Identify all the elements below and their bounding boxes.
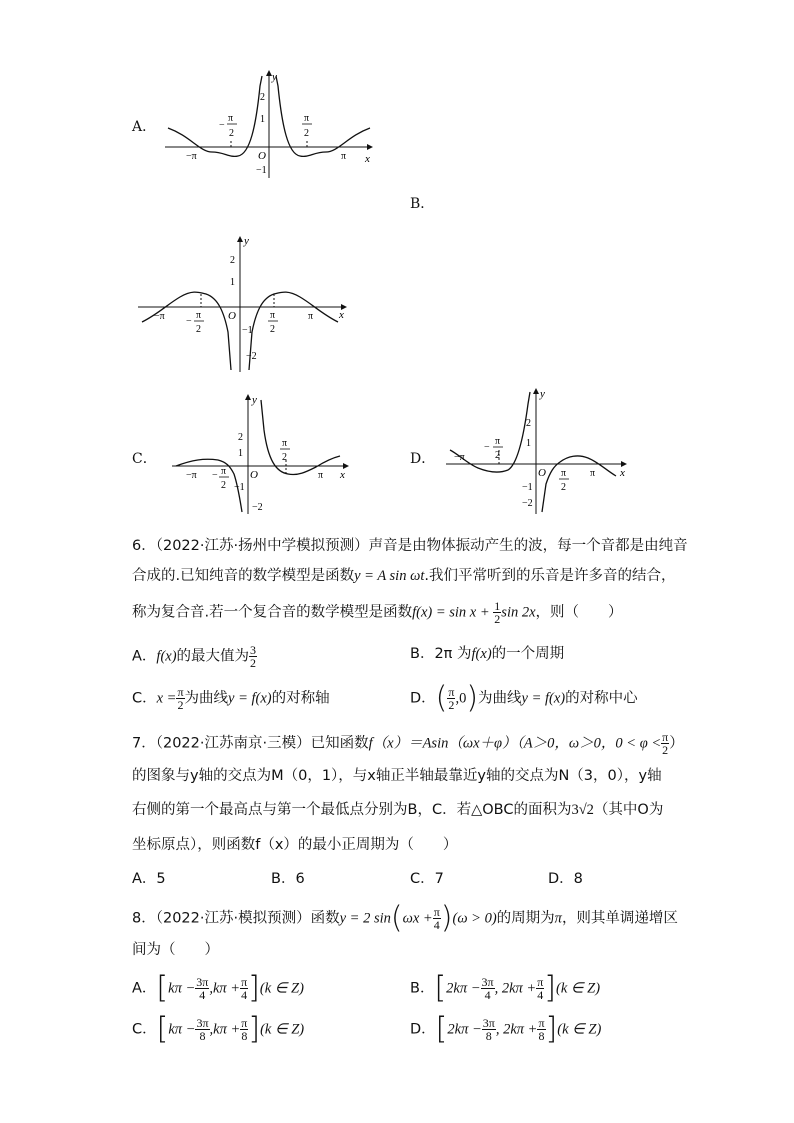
pi-label: π [308, 311, 314, 322]
num: π [241, 975, 248, 989]
q6-option-b [410, 644, 564, 664]
q6-line3-b: ，则（ ） [535, 604, 623, 621]
neg-half-pi-den: 2 [229, 128, 234, 139]
neg-half-pi-minus: − [186, 316, 192, 327]
q8-text-b: 的周期为 [496, 910, 555, 927]
curve: y = f(x) [228, 690, 272, 707]
frac-den: 2 [177, 698, 184, 712]
origin-label: O [538, 467, 546, 479]
q7-option-c: C．7 [410, 871, 444, 887]
neg-pi-label: −π [154, 311, 165, 322]
half-pi-den: 2 [270, 324, 275, 335]
graph-b [134, 232, 354, 374]
neg-half-pi-den: 2 [196, 324, 201, 335]
q7-line2: 的图象与y轴的交点为M（0，1），与x轴正半轴最靠近y轴的交点为N（3，0），y轴 [132, 768, 662, 784]
tick-2: 2 [230, 255, 235, 266]
den: 8 [241, 1029, 248, 1043]
option-a-label: A． [132, 119, 157, 135]
tick-neg1: −1 [522, 482, 533, 493]
pi-label: π [341, 151, 347, 162]
num: 3π [482, 1016, 495, 1030]
q7-line3-b: （其中O为 [593, 802, 664, 818]
tick-neg1: −1 [256, 165, 267, 176]
a: 2kπ − [446, 980, 481, 997]
pi-label: π [318, 470, 324, 481]
q8-pi: π [554, 910, 562, 927]
b: , 2kπ + [495, 1021, 538, 1038]
tick-neg2: −2 [522, 498, 533, 509]
q8-option-a: A．[kπ − $\frac{3\pi}{4}$ ,kπ + $\frac{\pi}{4}$ ](k ∈ Z) [132, 970, 304, 1006]
half-pi-num: π [561, 468, 567, 479]
text-b: 的一个周期 [491, 646, 565, 662]
option-b-label: B． [410, 196, 435, 212]
q6-formula-f: f(x) = sin x + [412, 604, 494, 621]
graph-d [442, 384, 632, 518]
q6-line1: 6．（2022·江苏·扬州中学模拟预测）声音是由物体振动产生的波，每一个音都是由纯音 [132, 538, 688, 554]
q6-line2-b: .我们平常听到的乐音是许多音的结合， [424, 568, 676, 584]
q7-line3-a: 右侧的第一个最高点与第一个最低点分别为B，C．若△OBC的面积为 [132, 802, 572, 818]
q7-area: 3√2 [571, 802, 594, 818]
den: 4 [241, 988, 248, 1002]
origin-label: O [228, 310, 236, 322]
origin-label: O [250, 469, 258, 481]
tick-1: 1 [260, 114, 265, 125]
text-d: 的对称轴 [271, 690, 330, 707]
half-pi-den: 2 [561, 482, 566, 493]
x-eq: x = [156, 690, 177, 707]
neg-half-pi-num: π [221, 466, 227, 477]
origin-label: O [258, 150, 266, 162]
num: 3π [196, 975, 209, 989]
q6-option-c [132, 686, 330, 711]
neg-half-pi-minus: − [219, 120, 225, 131]
q7-option-d: D．8 [548, 871, 583, 887]
den: 8 [199, 1029, 206, 1043]
half-pi-num: π [282, 438, 288, 449]
q8-line2: 间为（ ） [132, 942, 219, 958]
q6-line3 [132, 600, 623, 625]
frac-den: 2 [494, 612, 501, 626]
frac-pi-4 [433, 906, 441, 931]
y-label: y [540, 388, 545, 400]
tick-neg1: −1 [234, 482, 245, 493]
option-c-label: C． [132, 451, 157, 467]
frac-num: π [433, 905, 440, 919]
neg-half-pi-minus: − [484, 442, 490, 453]
text-b: 为曲线 [184, 690, 229, 707]
a: kπ − [168, 980, 196, 997]
curve-left [168, 76, 262, 156]
num: π [538, 1016, 545, 1030]
text-a: 为曲线 [478, 690, 522, 707]
curve: y = f(x) [521, 690, 566, 707]
tick-neg2: −2 [252, 502, 263, 513]
curve-right [249, 292, 338, 370]
neg-half-pi-den: 2 [221, 480, 226, 491]
q6-option-a [132, 644, 257, 669]
q8-line1: 8．（2022·江苏·模拟预测）函数y = 2 sin(ωx + $\frac{\pi}{4}$ )(ω > 0)的周期为π，则其单调递增区 [132, 900, 678, 936]
q6-pure-formula: y = A sin ωt [354, 568, 425, 584]
den: 4 [537, 988, 544, 1002]
q8-cond: (ω > 0) [452, 910, 497, 927]
q7-line1-end: ） [669, 735, 684, 752]
tick-1: 1 [238, 448, 243, 459]
frac-3-2 [249, 644, 257, 669]
label: B． [410, 980, 435, 997]
k: (k ∈ Z) [260, 1021, 305, 1038]
num: π [537, 975, 544, 989]
text: 的最大值为 [176, 648, 250, 665]
x-label: x [340, 469, 345, 481]
label: C． [132, 690, 157, 707]
q8-func: y = 2 sin [339, 910, 391, 927]
tick-2: 2 [238, 432, 243, 443]
label: D． [410, 1021, 436, 1038]
k: (k ∈ Z) [557, 1021, 602, 1038]
neg-half-pi-minus: − [212, 470, 218, 481]
den: 4 [484, 988, 491, 1002]
frac1 [195, 1017, 209, 1042]
frac-num: π [662, 730, 669, 744]
y-label: y [252, 394, 257, 406]
tick-1: 1 [230, 277, 235, 288]
a: kπ − [168, 1021, 196, 1038]
frac1 [481, 976, 495, 1001]
tick-2: 2 [526, 418, 531, 429]
neg-half-pi-den: 2 [495, 450, 500, 461]
num: 3π [481, 975, 494, 989]
frac-num: 1 [494, 599, 501, 613]
frac2 [537, 1017, 545, 1042]
frac1 [195, 976, 209, 1001]
q6-formula-tail: sin 2x [501, 604, 536, 621]
k: (k ∈ Z) [259, 980, 304, 997]
x-label: x [620, 467, 625, 479]
frac-num: π [448, 685, 455, 699]
tick-1: 1 [526, 438, 531, 449]
q7-option-b: B．6 [271, 871, 305, 887]
q8-lead: 8．（2022·江苏·模拟预测）函数 [132, 910, 340, 927]
fx: f(x) [471, 646, 492, 662]
q6-line3-a: 称为复合音.若一个复合音的数学模型是函数 [132, 604, 413, 621]
y-label: y [244, 235, 249, 247]
y-label: y [272, 71, 277, 83]
zero: ,0 [455, 690, 467, 707]
graph-c [168, 390, 354, 516]
option-d-label: D． [410, 451, 436, 467]
tick-neg1: −1 [242, 325, 253, 336]
frac-den: 2 [448, 698, 455, 712]
k: (k ∈ Z) [556, 980, 601, 997]
frac1 [482, 1017, 496, 1042]
half-pi-den: 2 [282, 452, 287, 463]
q8-option-d: D．[2kπ − $\frac{3\pi}{8}$ , 2kπ + $\frac{\pi}{8}$ ](k ∈ Z) [410, 1011, 602, 1047]
q8-inner: ωx + [402, 910, 433, 927]
half-pi-num: π [270, 310, 276, 321]
den: 4 [199, 988, 206, 1002]
frac-num: 3 [250, 643, 257, 657]
q8-text-c: ，则其单调递增区 [561, 910, 678, 927]
fx: f(x) [156, 648, 177, 665]
text-c: 的对称中心 [565, 690, 638, 707]
den: 8 [485, 1029, 492, 1043]
tick-neg2: −2 [246, 351, 257, 362]
q7-line1 [132, 731, 684, 756]
q8-option-c: C．[kπ − $\frac{3\pi}{8}$ ,kπ + $\frac{\pi}{8}$ ](k ∈ Z) [132, 1011, 305, 1047]
q7-cond: 0 < φ < [615, 735, 662, 752]
neg-pi-label: −π [186, 470, 197, 481]
label: A． [132, 980, 157, 997]
half-pi-den: 2 [304, 128, 309, 139]
q7-lead: 7．（2022·江苏南京·三模）已知函数 [132, 735, 369, 752]
frac-den: 2 [250, 656, 257, 670]
pi-label: π [590, 468, 596, 479]
label: A． [132, 648, 157, 665]
label: B． [410, 646, 435, 662]
label: C． [132, 1021, 157, 1038]
q7-line3 [132, 800, 663, 820]
num: 3π [196, 1016, 209, 1030]
q6-option-d: D．( $\frac{\pi}{2}$ ,0)为曲线y = f(x)的对称中心 [410, 680, 638, 716]
b: ,kπ + [209, 1021, 241, 1038]
x-label: x [339, 309, 344, 321]
neg-half-pi-num: π [228, 113, 234, 124]
tick-2: 2 [260, 92, 265, 103]
q7-option-a: A．5 [132, 871, 166, 887]
b: ,kπ + [209, 980, 241, 997]
frac-pi-2 [661, 731, 669, 756]
b: , 2kπ + [494, 980, 537, 997]
neg-half-pi-num: π [495, 436, 501, 447]
frac-den: 2 [662, 743, 669, 757]
q7-func: f（x）＝Asin（ωx＋φ）（A＞0，ω＞0， [368, 735, 616, 752]
label: D． [410, 690, 436, 707]
q6-line2-a: 合成的.已知纯音的数学模型是函数 [132, 568, 355, 584]
q7-line4: 坐标原点），则函数f（x）的最小正周期为（ ） [132, 837, 458, 853]
q6-line2 [132, 566, 675, 586]
x-label: x [365, 153, 370, 165]
half-pi-num: π [304, 113, 310, 124]
frac2 [240, 976, 248, 1001]
q8-option-b: B．[2kπ − $\frac{3\pi}{4}$ , 2kπ + $\frac{\pi}{4}$ ](k ∈ Z) [410, 970, 601, 1006]
den: 8 [538, 1029, 545, 1043]
neg-pi-label: −π [186, 151, 197, 162]
curve-right [276, 76, 370, 156]
frac-den: 4 [433, 918, 440, 932]
neg-pi-label: −π [454, 452, 465, 463]
curve-left [142, 292, 231, 370]
graph-a [160, 66, 380, 182]
a: 2kπ − [447, 1021, 482, 1038]
frac-num: π [177, 685, 184, 699]
num: π [241, 1016, 248, 1030]
text-a: 2π 为 [434, 646, 472, 662]
neg-half-pi-num: π [196, 310, 202, 321]
frac-pi-2 [176, 686, 184, 711]
